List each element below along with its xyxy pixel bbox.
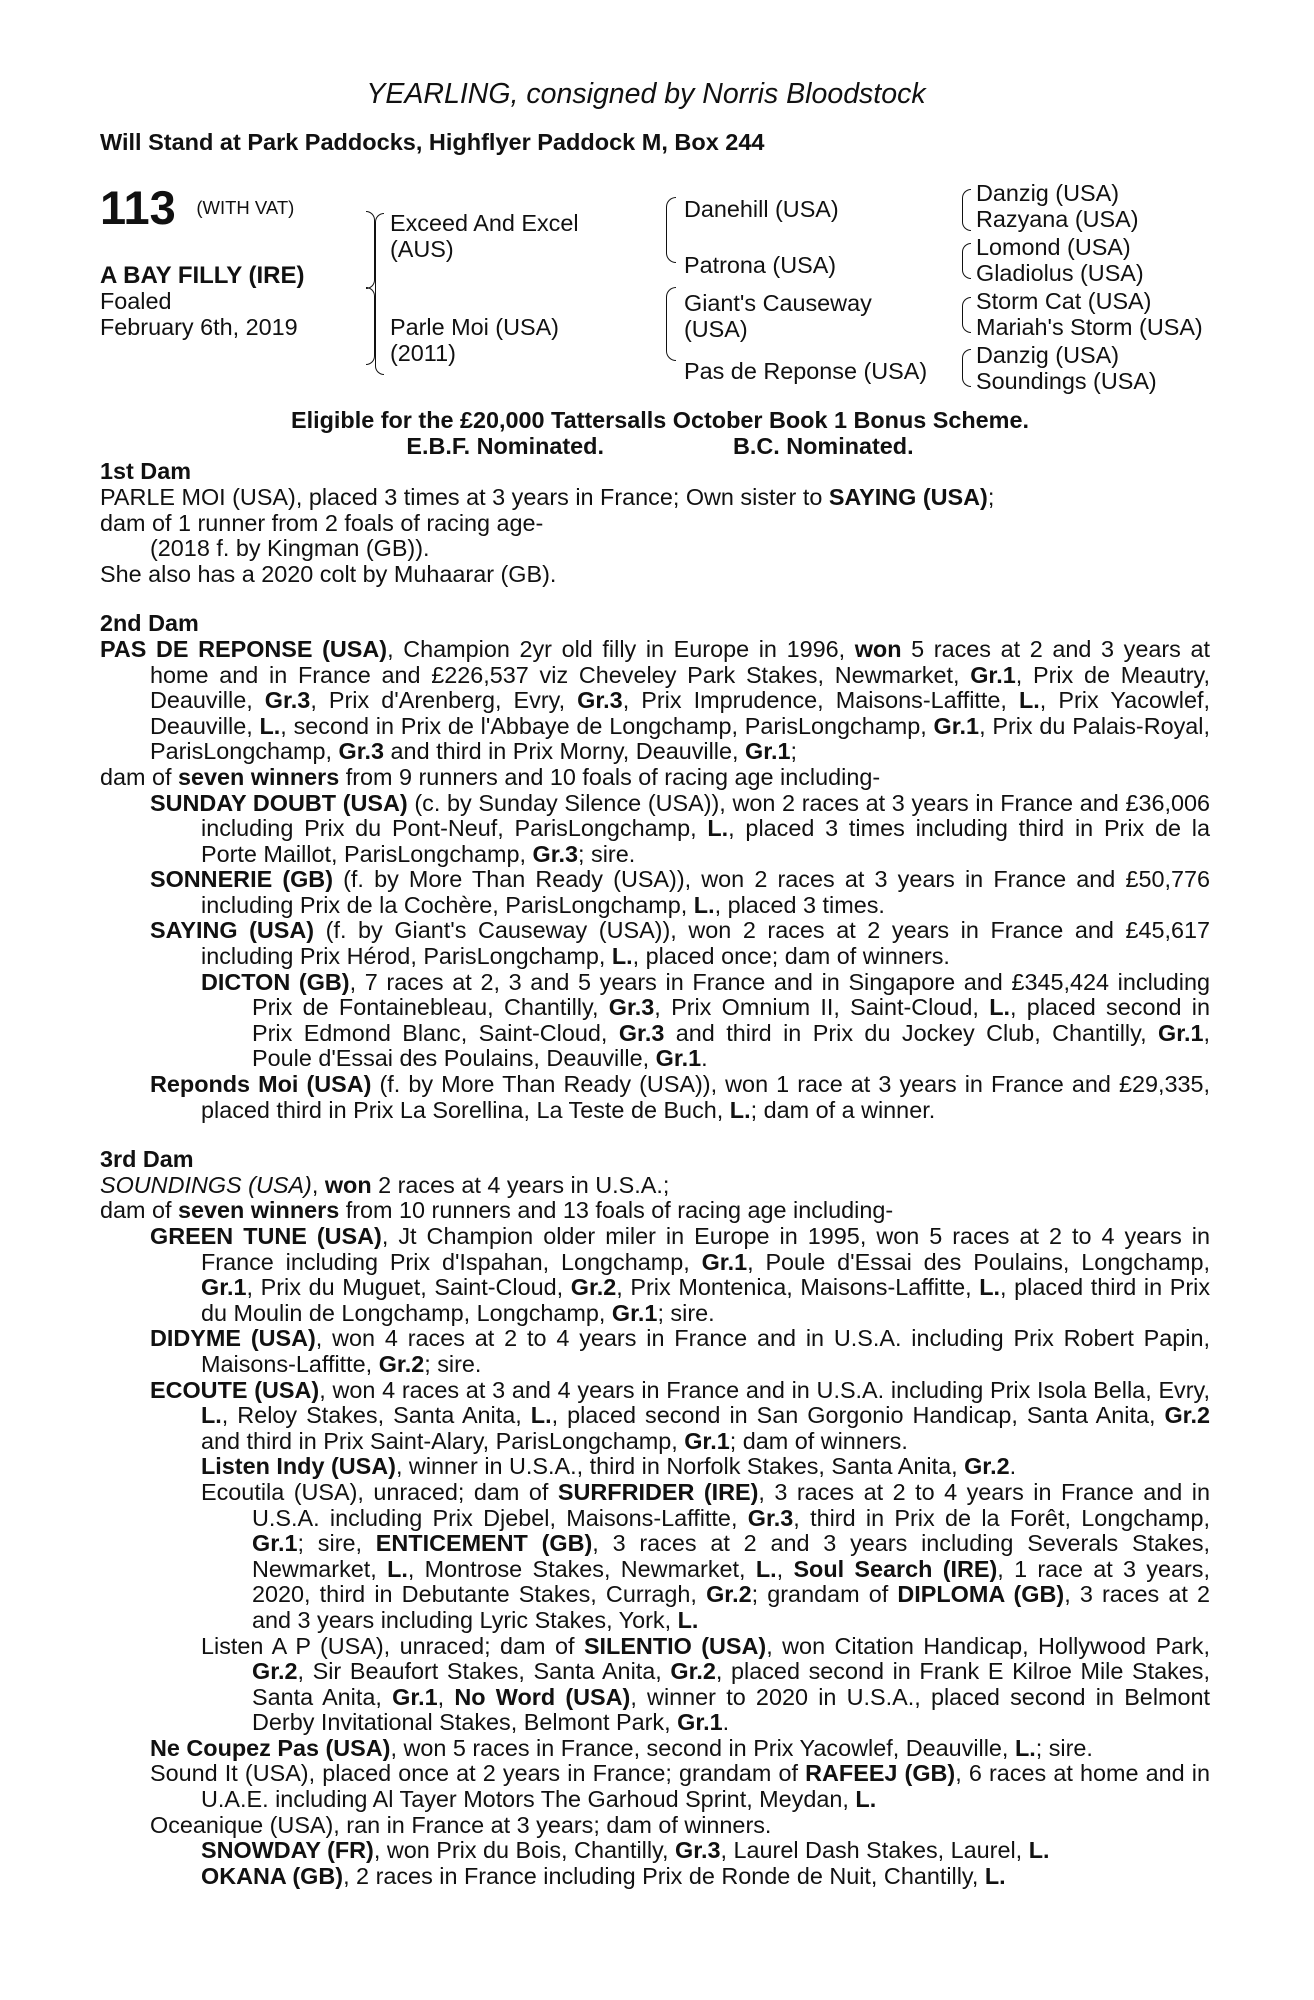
brace [962,297,971,333]
produce-green-tune: GREEN TUNE (USA), Jt Champion older miler in Europe in 1995, won 5 races at 2 to 4 years in France including Prix d'Ispahan, Longchamp, Gr.1, Poule d'Essai des Poulains, Longchamp, Gr.1, Prix du Muguet, Saint-Cloud, Gr.2, Prix Montenica, Maisons-Laffitte, L., placed third in Prix du Moulin de Longchamp, Longchamp, Gr.1; sire. [150,1223,1211,1326]
brace [962,189,971,231]
dam-sire-dam: Mariah's Storm (USA) [976,314,1203,341]
dam-dam-dam: Soundings (USA) [976,368,1157,395]
produce-sonnerie: SONNERIE (GB) (f. by More Than Ready (USA)), won 2 races at 3 years in France and £50,776 including Prix de la Cochère, ParisLongchamp, L., placed 3 times. [150,866,1210,918]
first-dam-heading: 1st Dam [100,458,192,485]
dam-sire-country: (USA) [684,316,748,343]
brace [962,243,971,279]
produce-saying: SAYING (USA) (f. by Giant's Causeway (USA)), won 2 races at 2 years in France and £45,617 including Prix Hérod, ParisLongchamp, L., placed once; dam of winners. [150,917,1211,970]
brace [366,211,375,289]
bonus-scheme: Eligible for the £20,000 Tattersalls October Book 1 Bonus Scheme. [291,407,1029,434]
produce-sound-it: Sound It (USA), placed once at 2 years in France; grandam of RAFEEJ (GB), 6 races at home and in U.A.E. including Al Tayer Motors The Garhoud Sprint, Meydan, L. [150,1760,1211,1813]
dam-sire: Giant's Causeway [684,290,872,317]
sire-dam-sire: Lomond (USA) [976,234,1131,261]
lot-number: 113 [100,181,176,235]
dam-dam: Pas de Reponse (USA) [684,358,928,385]
nominations [110,434,1210,460]
produce-okana: OKANA (GB), 2 races in France including Prix de Ronde de Nuit, Chantilly, L. [201,1862,1006,1889]
second-dam-produce: dam of seven winners from 9 runners and 10 foals of racing age including- [100,763,881,790]
dam-year: (2011) [390,340,456,367]
catalogue-entry [100,78,1211,1889]
sire-dam-dam: Gladiolus (USA) [976,260,1144,287]
sire: Exceed And Excel [390,210,579,237]
dam: Parle Moi (USA) [390,314,559,341]
brace [666,197,676,263]
first-dam-record: PARLE MOI (USA), placed 3 times at 3 years in France; Own sister to SAYING (USA); [100,483,995,510]
consignment-title: YEARLING, consigned by Norris Bloodstock [366,78,926,110]
produce-listen-indy: Listen Indy (USA), winner in U.S.A., third in Norfolk Stakes, Santa Anita, Gr.2. [201,1453,1017,1480]
sire-sire: Danehill (USA) [684,196,839,223]
produce-ecoutila: Ecoutila (USA), unraced; dam of SURFRIDER (IRE), 3 races at 2 to 4 years in France and in U.S.A. including Prix Djebel, Maisons-Laffitte, Gr.3, third in Prix de la Forêt, Longchamp, Gr.1; sire, ENTICEMENT (GB), 3 races at 2 and 3 years including Severals Stakes, Newmarket, L., Montrose Stakes, Newmarket, L., Soul Search (IRE), 1 race at 3 years, 2020, third in Debutante Stakes, Curragh, Gr.2; grandam of DIPLOMA (GB), 3 races at 2 and 3 years including Lyric Stakes, York, L. [201,1478,1211,1633]
dam-dam-sire: Danzig (USA) [976,342,1119,369]
sire-country: (AUS) [390,236,454,263]
produce-snowday: SNOWDAY (FR), won Prix du Bois, Chantilly, Gr.3, Laurel Dash Stakes, Laurel, L. [201,1837,1050,1864]
brace [366,287,375,365]
first-dam-note: She also has a 2020 colt by Muhaarar (GB). [100,560,557,587]
produce-sunday-doubt: SUNDAY DOUBT (USA) (c. by Sunday Silence (USA)), won 2 races at 3 years in France and £36,006 including Prix du Pont-Neuf, ParisLongchamp, L., placed 3 times including third in Prix de la Porte Maillot, ParisLongchamp, Gr.3; sire. [150,789,1210,867]
produce-oceanique: Oceanique (USA), ran in France at 3 years; dam of winners. [150,1811,772,1838]
foaled-label: Foaled [100,288,172,315]
pedigree-table [100,180,1210,408]
brace [666,287,676,361]
produce-listen-a-p: Listen A P (USA), unraced; dam of SILENTIO (USA), won Citation Handicap, Hollywood Park, Gr.2, Sir Beaufort Stakes, Santa Anita, Gr.2, placed second in Frank E Kilroe Mile Stakes, Santa Anita, Gr.1, No Word (USA), winner to 2020 in U.S.A., placed second in Belmont Derby Invitational Stakes, Belmont Park, Gr.1. [201,1632,1211,1736]
third-dam-heading: 3rd Dam [100,1146,194,1173]
produce-dicton: DICTON (GB), 7 races at 2, 3 and 5 years in France and in Singapore and £345,424 including Prix de Fontainebleau, Chantilly, Gr.3, Prix Omnium II, Saint-Cloud, L., placed second in Prix Edmond Blanc, Saint-Cloud, Gr.3 and third in Prix du Jockey Club, Chantilly, Gr.1, Poule d'Essai des Poulains, Deauville, Gr.1. [201,968,1211,1072]
lot-number-block [100,183,294,233]
first-dam-produce: dam of 1 runner from 2 foals of racing age- [100,509,544,536]
produce-reponds-moi: Reponds Moi (USA) (f. by More Than Ready (USA)), won 1 race at 3 years in France and £29,335, placed third in Prix La Sorellina, La Teste de Buch, L.; dam of a winner. [150,1071,1210,1123]
second-dam-record: PAS DE REPONSE (USA), Champion 2yr old filly in Europe in 1996, won 5 races at 2 and 3 years at home and in France and £226,537 viz Cheveley Park Stakes, Newmarket, Gr.1, Prix de Meautry, Deauville, Gr.3, Prix d'Arenberg, Evry, Gr.3, Prix Imprudence, Maisons-Laffitte, L., Prix Yacowlef, Deauville, L., second in Prix de l'Abbaye de Longchamp, ParisLongchamp, Gr.1, Prix du Palais-Royal, ParisLongchamp, Gr.3 and third in Prix Morny, Deauville, Gr.1; [100,635,1211,765]
third-dam-record: SOUNDINGS (USA), won 2 races at 4 years in U.S.A.; [100,1171,670,1198]
third-dam-produce: dam of seven winners from 10 runners and 13 foals of racing age including- [100,1197,894,1224]
first-dam-foal: (2018 f. by Kingman (GB)). [150,535,430,562]
foaled-date: February 6th, 2019 [100,314,298,341]
produce-ne-coupez-pas: Ne Coupez Pas (USA), won 5 races in France, second in Prix Yacowlef, Deauville, L.; sire. [150,1734,1093,1761]
bc-nominated: B.C. Nominated. [732,432,914,459]
produce-didyme: DIDYME (USA), won 4 races at 2 to 4 years in France and in U.S.A. including Prix Robert Papin, Maisons-Laffitte, Gr.2; sire. [150,1325,1210,1377]
sire-sire-dam: Razyana (USA) [976,206,1139,233]
brace [962,349,971,387]
brace [375,213,384,375]
stand-location: Will Stand at Park Paddocks, Highflyer Paddock M, Box 244 [100,128,765,155]
second-dam-heading: 2nd Dam [100,610,199,637]
dam-sire-sire: Storm Cat (USA) [976,288,1152,315]
sire-dam: Patrona (USA) [684,252,837,279]
ebf-nominated: E.B.F. Nominated. [406,432,604,459]
horse-name: A BAY FILLY (IRE) [100,262,305,290]
sire-sire-sire: Danzig (USA) [976,180,1119,207]
produce-ecoute: ECOUTE (USA), won 4 races at 3 and 4 years in France and in U.S.A. including Prix Isola Bella, Evry, L., Reloy Stakes, Santa Anita, L., placed second in San Gorgonio Handicap, Santa Anita, Gr.2 and third in Prix Saint-Alary, ParisLongchamp, Gr.1; dam of winners. [150,1376,1210,1454]
vat-note: (WITH VAT) [196,197,295,219]
